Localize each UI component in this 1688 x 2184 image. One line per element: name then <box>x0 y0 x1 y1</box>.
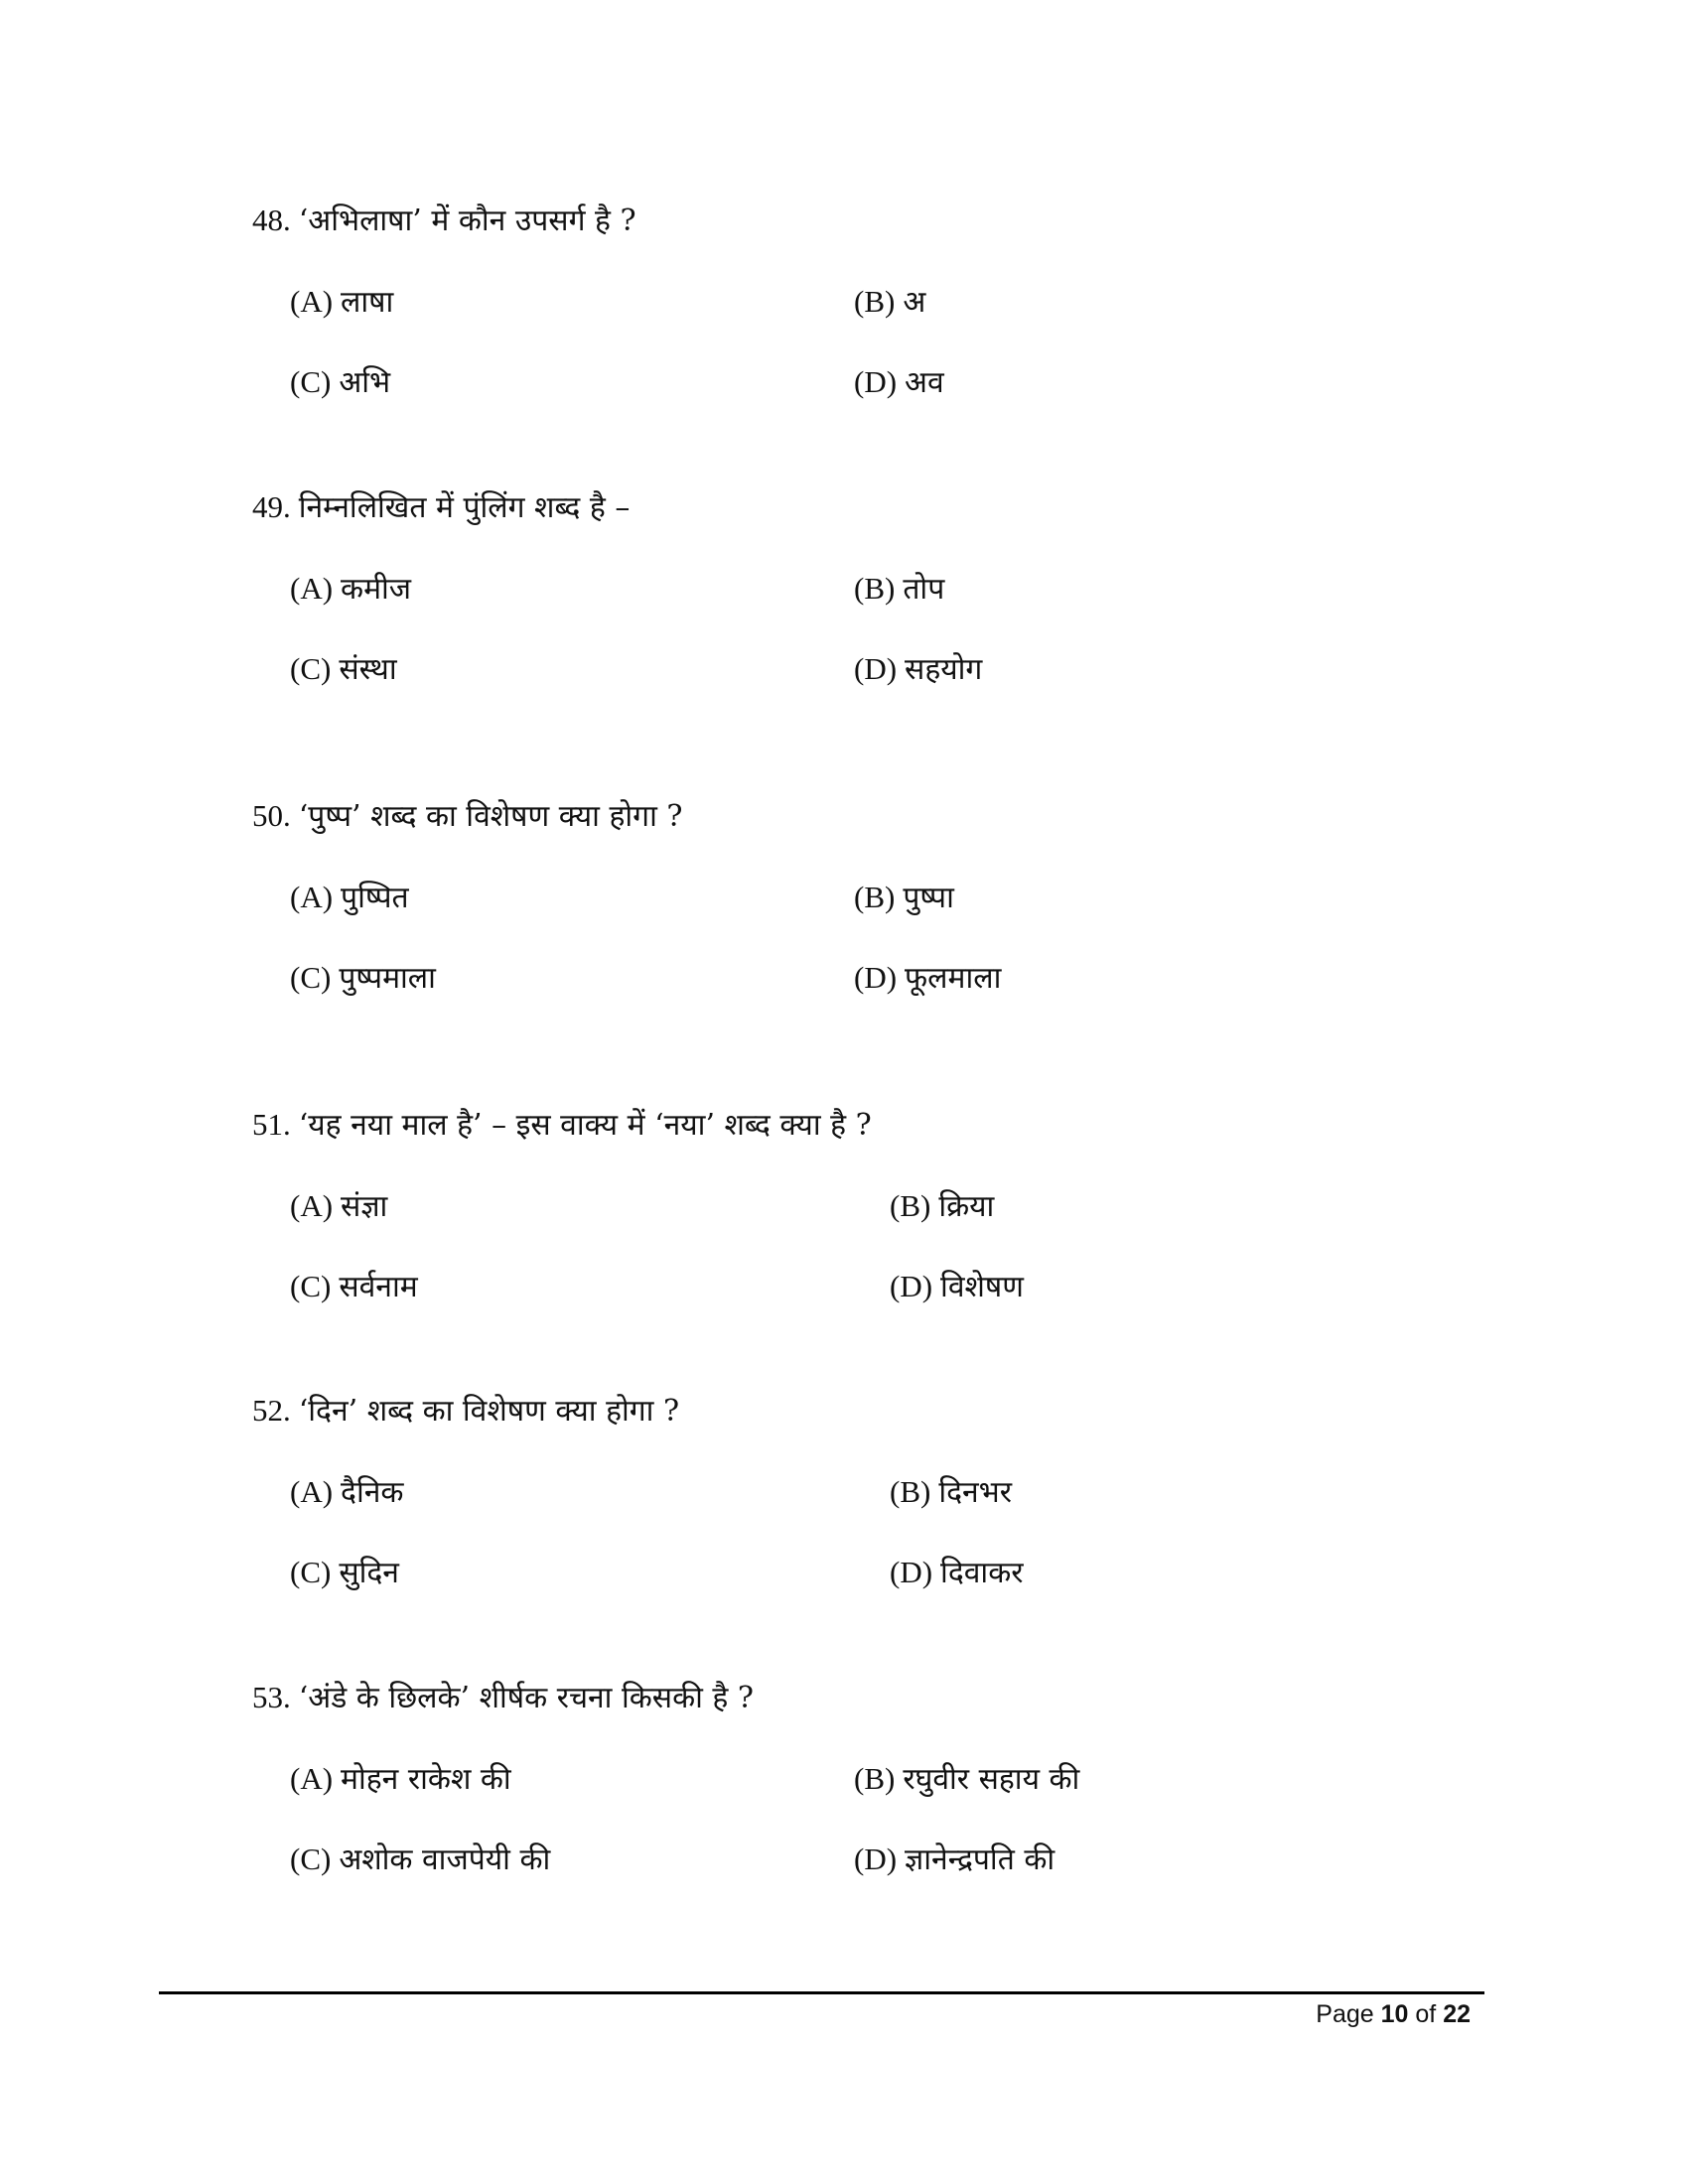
question-48 <box>252 201 636 241</box>
option-a <box>290 1472 403 1513</box>
page-prefix: Page <box>1316 2000 1374 2028</box>
option-label: (C) <box>290 1842 332 1876</box>
option-label: (B) <box>854 284 896 319</box>
option-text: सुदिन <box>339 1556 399 1590</box>
page-number <box>1316 2000 1471 2029</box>
option-text: अव <box>905 365 944 400</box>
option-label: (C) <box>290 1269 332 1303</box>
question-number: 53. <box>252 1680 291 1714</box>
option-label: (C) <box>290 1555 332 1589</box>
question-text: ‘अंडे के छिलके’ शीर्षक रचना किसकी है ? <box>298 1681 754 1715</box>
option-c <box>290 1553 399 1593</box>
option-text: फूलमाला <box>905 961 1002 996</box>
option-a <box>290 1186 387 1227</box>
option-b <box>854 1759 1079 1800</box>
option-text: संस्था <box>339 652 397 687</box>
page-of: of <box>1415 2000 1437 2028</box>
option-text: दिवाकर <box>940 1556 1024 1590</box>
option-text: सहयोग <box>905 652 983 687</box>
question-number: 48. <box>252 203 291 237</box>
option-b <box>890 1472 1012 1513</box>
option-label: (D) <box>854 960 898 995</box>
option-d <box>890 1553 1024 1593</box>
question-text: निम्नलिखित में पुंलिंग शब्द है – <box>298 490 631 525</box>
option-label: (B) <box>854 1761 896 1796</box>
option-c <box>290 1840 550 1880</box>
option-label: (B) <box>854 880 896 914</box>
option-text: लाषा <box>341 285 394 320</box>
option-label: (B) <box>890 1474 931 1509</box>
question-52 <box>252 1391 679 1432</box>
option-label: (B) <box>854 571 896 606</box>
question-number: 52. <box>252 1393 291 1428</box>
option-b <box>854 282 925 323</box>
option-text: दैनिक <box>341 1475 404 1510</box>
option-c <box>290 958 436 999</box>
option-text: ज्ञानेन्द्रपति की <box>905 1843 1055 1877</box>
option-a <box>290 282 393 323</box>
option-label: (A) <box>290 1761 334 1796</box>
question-text: ‘दिन’ शब्द का विशेषण क्या होगा ? <box>298 1394 680 1429</box>
option-text: सर्वनाम <box>339 1270 418 1304</box>
option-text: पुष्पित <box>341 881 409 915</box>
option-label: (C) <box>290 651 332 686</box>
option-text: अशोक वाजपेयी की <box>339 1843 551 1877</box>
option-b <box>854 878 954 918</box>
option-label: (D) <box>854 651 898 686</box>
question-number: 51. <box>252 1107 291 1142</box>
option-c <box>290 362 390 403</box>
option-b <box>890 1186 994 1227</box>
option-label: (B) <box>890 1188 931 1223</box>
option-text: दिनभर <box>938 1475 1013 1510</box>
option-c <box>290 649 397 690</box>
option-text: पुष्पा <box>903 881 954 915</box>
question-text: ‘अभिलाषा’ में कौन उपसर्ग है ? <box>298 204 636 238</box>
option-d <box>854 1840 1055 1880</box>
option-label: (A) <box>290 1474 334 1509</box>
option-label: (A) <box>290 571 334 606</box>
option-text: तोप <box>903 572 945 607</box>
option-text: संज्ञा <box>341 1189 388 1224</box>
option-label: (D) <box>854 364 898 399</box>
footer-divider <box>159 1991 1484 1994</box>
option-text: विशेषण <box>940 1270 1024 1304</box>
option-text: कमीज <box>341 572 412 607</box>
option-label: (A) <box>290 880 334 914</box>
option-a <box>290 1759 511 1800</box>
option-c <box>290 1267 418 1307</box>
option-text: अ <box>903 285 926 320</box>
question-number: 49. <box>252 489 291 524</box>
question-51 <box>252 1105 872 1146</box>
option-label: (C) <box>290 364 332 399</box>
option-label: (A) <box>290 1188 334 1223</box>
page-total: 22 <box>1443 2000 1471 2028</box>
option-text: मोहन राकेश की <box>341 1762 511 1797</box>
question-49 <box>252 487 630 528</box>
option-label: (D) <box>854 1842 898 1876</box>
option-text: पुष्पमाला <box>339 961 436 996</box>
option-d <box>890 1267 1024 1307</box>
option-text: रघुवीर सहाय की <box>903 1762 1080 1797</box>
option-text: अभि <box>339 365 391 400</box>
option-d <box>854 362 944 403</box>
question-53 <box>252 1678 754 1718</box>
page-current: 10 <box>1380 2000 1409 2028</box>
option-label: (D) <box>890 1269 933 1303</box>
question-text: ‘पुष्प’ शब्द का विशेषण क्या होगा ? <box>298 799 683 834</box>
option-label: (A) <box>290 284 334 319</box>
option-text: क्रिया <box>938 1189 995 1224</box>
option-d <box>854 649 982 690</box>
question-text: ‘यह नया माल है’ – इस वाक्य में ‘नया’ शब्द क्या है ? <box>298 1108 872 1143</box>
option-d <box>854 958 1001 999</box>
option-label: (D) <box>890 1555 933 1589</box>
option-label: (C) <box>290 960 332 995</box>
option-a <box>290 878 409 918</box>
question-number: 50. <box>252 798 291 833</box>
option-a <box>290 569 411 610</box>
option-b <box>854 569 944 610</box>
question-50 <box>252 796 682 837</box>
